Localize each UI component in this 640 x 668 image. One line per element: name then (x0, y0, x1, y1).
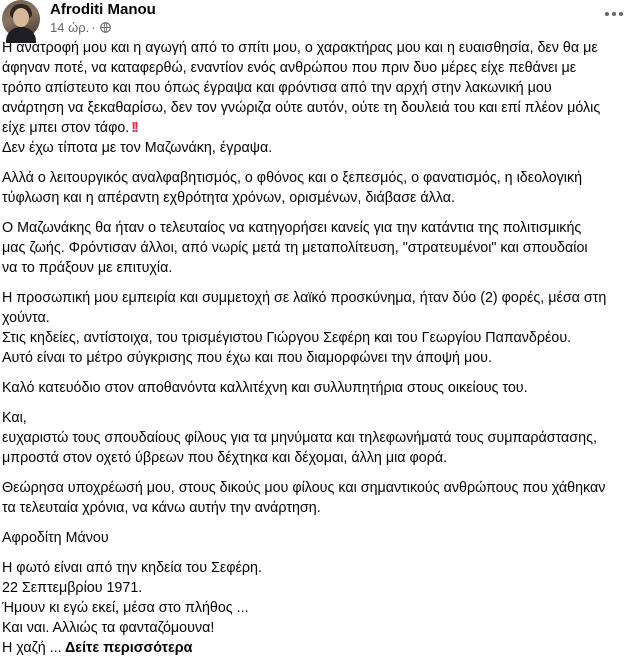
post-text-line: Αλλά ο λειτουργικός αναλφαβητισμός, ο φθόνος και ο ξεπεσμός, ο φανατισμός, η ιδεολογική (2, 170, 583, 186)
post-paragraph (2, 168, 632, 208)
post-text-line: είχε μπει στον τάφο. !! (2, 120, 137, 136)
post-text-line: μπροστά στον οχετό ύβρεων που δέχτηκα και δέχομαι, άλλη μια φορά. (2, 450, 448, 466)
post-text-line: Και, (2, 410, 27, 426)
post-paragraph (2, 288, 632, 368)
post-text-line: Αυτό είναι το μέτρο σύγκρισης που έχω και που διαμορφώνει την άποψή μου. (2, 350, 492, 366)
post-text-line: Η ανατροφή μου και η αγωγή από το σπίτι μου, ο χαρακτήρας μου και η ευαισθησία, δεν θα με (2, 40, 598, 56)
post-text-line: Αφροδίτη Μάνου (2, 530, 109, 546)
double-exclamation-icon: !! (129, 120, 137, 136)
post-paragraph (2, 528, 632, 548)
post-text-line: ανάρτηση να ξεκαθαρίσω, δεν τον γνώριζα ούτε αυτόν, ούτε τη δουλειά του και επί πλέον μόλις (2, 100, 601, 116)
post-text-line: Καλό κατευόδιο στον αποθανόντα καλλιτέχνη και συλλυπητήρια στους οικείους του. (2, 380, 528, 396)
post-text-line: ευχαριστώ τους σπουδαίους φίλους για τα μηνύματα και τηλεφωνήματά τους συμπαράστασης, (2, 430, 597, 446)
post-meta (50, 20, 111, 35)
post-paragraph (2, 478, 632, 518)
post-text-line: άφηναν ποτέ, να καταφερθώ, εναντίον ενός ανθρώπου που πριν δυο μέρες είχε πεθάνει με (2, 60, 577, 76)
post-text-line: χούντα. (2, 310, 50, 326)
post-text-line: Ο Μαζωνάκης θα ήταν ο τελευταίος να κατηγορήσει κανείς για την κατάντια της πολιτισμικής (2, 220, 582, 236)
post-text-line: Και ναι. Αλλιώς τα φανταζόμουνα! (2, 620, 215, 636)
post-text-line: Στις κηδείες, αντίστοιχα, του τρισμέγιστου Γιώργου Σεφέρη και του Γεωργίου Παπανδρέου. (2, 330, 572, 346)
post-text-line: Θεώρησα υποχρέωσή μου, στους δικούς μου φίλους και σημαντικούς ανθρώπους που χάθηκαν (2, 480, 606, 496)
post-timestamp[interactable]: 14 ώρ. (50, 20, 90, 35)
post-text-line: να το πράξουν με επιτυχία. (2, 260, 173, 276)
globe-icon[interactable] (100, 22, 111, 33)
more-options-icon[interactable] (600, 2, 628, 26)
post-paragraph (2, 378, 632, 398)
post-paragraph (2, 558, 632, 658)
author-avatar[interactable] (2, 0, 40, 38)
post-header (0, 0, 640, 38)
post-text-line: τρόπο απίστευτο και που όπως έγραψα και φρόντισα από την αρχή στην λακωνική μου (2, 80, 552, 96)
post-text-line: Η φωτό είναι από την κηδεία του Σεφέρη. (2, 560, 262, 576)
post-text-line: τα τελευταία χρόνια, να κάνω αυτήν την ανάρτηση. (2, 500, 321, 516)
post-text-line: Η χαζή ... Δείτε περισσότερα (2, 640, 193, 656)
post-text-line: 22 Σεπτεμβρίου 1971. (2, 580, 143, 596)
post-text-line: μας ζωής. Φρόντισαν άλλοι, από νωρίς μετά τη μεταπολίτευση, "στρατευμένοι" και σπουδαίοι (2, 240, 588, 256)
meta-separator: · (91, 20, 96, 35)
post-text-line: Ήμουν κι εγώ εκεί, μέσα στο πλήθος ... (2, 600, 249, 616)
post-paragraph (2, 38, 632, 158)
post-text-line: Δεν έχω τίποτα με τον Μαζωνάκη, έγραψα. (2, 140, 273, 156)
post-paragraph (2, 408, 632, 468)
post-text-line: Η προσωπική μου εμπειρία και συμμετοχή σε λαϊκό προσκύνημα, ήταν δύο (2) φορές, μέσα στη (2, 290, 607, 306)
see-more-link[interactable]: Δείτε περισσότερα (61, 640, 193, 656)
author-name[interactable]: Afroditi Manou (50, 1, 156, 18)
post-paragraph (2, 218, 632, 278)
post-text-line: τύφλωση και η απέραντη εχθρότητα χρόνων, ορισμένων, διάβασε άλλα. (2, 190, 455, 206)
post-body (2, 38, 632, 668)
